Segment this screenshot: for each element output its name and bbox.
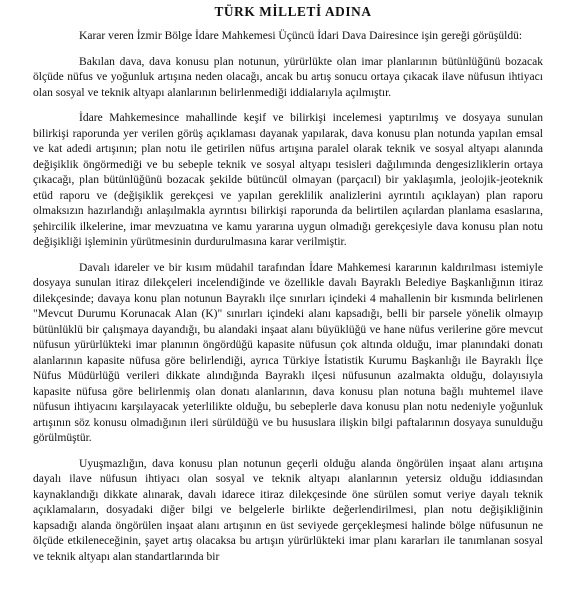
- document-title: TÜRK MİLLETİ ADINA: [214, 4, 372, 19]
- paragraph-2: Bakılan dava, dava konusu plan notunun, yürürlükte olan imar planlarının bütünlüğünü bozacak ölçüde nüfus ve yoğunluk artışına neden olacağı, ancak bu artış sonucu ortaya çıkacak ilave nüfusun ihtiyacı olan sosyal ve teknik altyapı alanlarının belirlenmediği iddialarıyla açılmıştır.: [33, 55, 543, 99]
- paragraph-5: Uyuşmazlığın, dava konusu plan notunun geçerli olduğu alanda öngörülen inşaat alanı artışına dayalı ilave nüfusun ihtiyacı olan sosyal ve teknik altyapı alanlarının yetersiz olduğu iddiasından kaynaklandığı dikkate alınarak, davalı idarece itiraz dilekçesinde öne sürülen somut veriye dayalı teknik açıklamaların, dosyadaki diğer bilgi ve belgelerle birlikte değerlendirilmesi, plan notu değişikliğinin kapsadığı alanda öngörülen inşaat alanı artışının en üst seviyede gerçekleşmesi halinde bölge nüfusunun ne ölçüde etkileneceğinin, şayet artış olacaksa bu artışın yürürlükteki imar planı kararları ile tanımlanan sosyal ve teknik altyapı alan standartlarında bir: [33, 457, 543, 563]
- paragraph-3: İdare Mahkemesince mahallinde keşif ve bilirkişi incelemesi yaptırılmış ve dosyaya sunulan bilirkişi raporunda yer verilen görüş açıklaması dayanak yapılarak, dava konusu plan notunda yapılan emsal ve kat adedi artışının; plan notu ile getirilen nüfus artışına paralel olarak teknik ve sosyal altyapı alanında değişiklik öngörmediği ve bu sebeple teknik ve sosyal altyapı tesisleri dağılımında dengesizliklerin ortaya çıkacağı, plan bütünlüğünü bozacak şekilde bütüncül olmayan (parçacıl) bir yaklaşımla, jeolojik-jeoteknik etüd raporu ve (değişiklik gerekçesi ve yapılan gereklilik analizlerini ayrıntılı açıklayan) plan raporu olmaksızın hazırlandığı anlaşılmakla ayrıntısı bilirkişi raporunda da belirtilen açılardan planlama esaslarına, şehircilik ilkelerine, imar mevzuatına ve kamu yararına uygun olmadığı gerekçesiyle dava konusu plan notu değişikliği işleminin yürütmesinin durdurulmasına karar verilmiştir.: [33, 112, 543, 248]
- paragraph-1: Karar veren İzmir Bölge İdare Mahkemesi Üçüncü İdari Dava Dairesince işin gereği görüşüldü:: [79, 30, 523, 42]
- paragraph-4: Davalı idareler ve bir kısım müdahil tarafından İdare Mahkemesi kararının kaldırılması istemiyle dosyaya sunulan itiraz dilekçeleri incelendiğinde ve özellikle davalı Bayraklı Belediye Başkanlığının itiraz dilekçesinde; davaya konu plan notunun Bayraklı ilçe sınırları içindeki 4 mahallenin bir kısmında belirlenen "Mevcut Durumu Korunacak Alan (K)" sınırları içindeki alanı kapsadığı, belli bir parsele yönelik olmayıp bütünlüklü bir çalışmaya dayandığı, bu alandaki inşaat alanı büyüklüğü ve hane nüfus verilerine göre mevcut nüfusun yürürlükteki imar planının öngördüğü kapasite nüfusun çok altında olduğu, imar planındaki donatı alanlarının kapasite nüfusa göre belirlendiği, ayrıca Türkiye İstatistik Kurumu Başkanlığı ile Bayraklı İlçe Nüfus Müdürlüğü verileri dikkate alındığında Bayraklı ilçesi nüfusunun azalmakta olduğu, dolayısıyla kapasite nüfusa göre belirlenmiş olan donatı alanlarının, dava konusu plan notuna bağlı muhtemel ilave nüfusun ihtiyacını karşılayacak yeterlilikte olduğu, bu sebeplerle dava konusu plan notu nedeniyle yoğunluk artışının söz konusu olmadığının ileri sürüldüğü ve bu hususlara ilişkin bilgi paftalarının dosyaya sunulduğu görülmüştür.: [33, 261, 543, 444]
- document-page: [33, 0, 543, 565]
